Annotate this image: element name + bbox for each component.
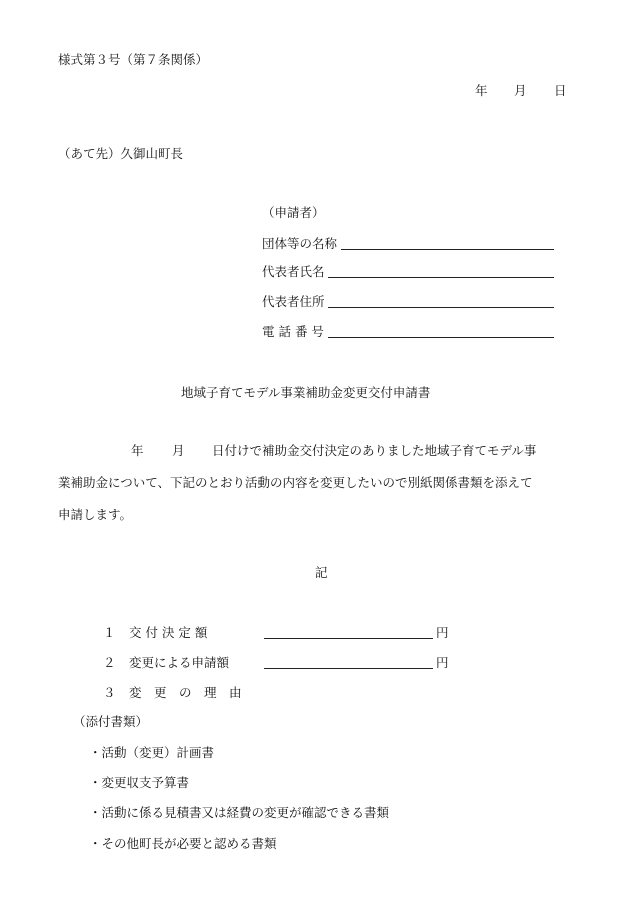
phone-field[interactable] — [328, 337, 554, 338]
form-number: 様式第３号（第７条関係） — [58, 52, 209, 67]
body-line-2: 業補助金について、下記のとおり活動の内容を変更したいので別紙関係書類を添えて — [58, 475, 533, 490]
addressee: （あて先）久御山町長 — [58, 146, 184, 161]
representative-address-label: 代表者住所 — [262, 294, 325, 309]
body-month-label: 月 — [172, 443, 185, 458]
requested-amount-field[interactable] — [264, 668, 433, 669]
document-title: 地域子育てモデル事業補助金変更交付申請書 — [181, 385, 431, 400]
body-line-1: 日付けで補助金交付決定のありました地域子育てモデル事 — [212, 443, 537, 458]
date-day-label: 日 — [554, 83, 567, 98]
item-number: ２ — [103, 655, 116, 670]
item-number: １ — [103, 625, 116, 640]
item-label: 変 更 の 理 由 — [129, 685, 242, 700]
date-year-label: 年 — [475, 83, 488, 98]
body-year-label: 年 — [131, 443, 144, 458]
item-unit: 円 — [436, 625, 449, 640]
attachments-heading: （添付書類） — [73, 714, 149, 729]
attachment-item: ・活動に係る見積書又は経費の変更が確認できる書類 — [89, 805, 390, 820]
applicant-heading: （申請者） — [262, 205, 325, 220]
item-unit: 円 — [436, 655, 449, 670]
ki-heading: 記 — [315, 565, 328, 580]
phone-label: 電 話 番 号 — [262, 324, 324, 339]
representative-address-field[interactable] — [328, 307, 554, 308]
org-name-label: 団体等の名称 — [262, 236, 338, 251]
representative-name-field[interactable] — [328, 277, 554, 278]
representative-name-label: 代表者氏名 — [262, 264, 325, 279]
attachment-item: ・その他町長が必要と認める書類 — [89, 836, 277, 851]
body-line-3: 申請します。 — [58, 507, 133, 522]
item-label: 交 付 決 定 額 — [129, 625, 208, 640]
date-month-label: 月 — [514, 83, 527, 98]
attachment-item: ・変更収支予算書 — [89, 775, 190, 790]
attachment-item: ・活動（変更）計画書 — [89, 745, 215, 760]
decided-amount-field[interactable] — [264, 638, 433, 639]
item-number: ３ — [103, 685, 116, 700]
org-name-field[interactable] — [341, 249, 554, 250]
item-label: 変更による申請額 — [129, 655, 230, 670]
